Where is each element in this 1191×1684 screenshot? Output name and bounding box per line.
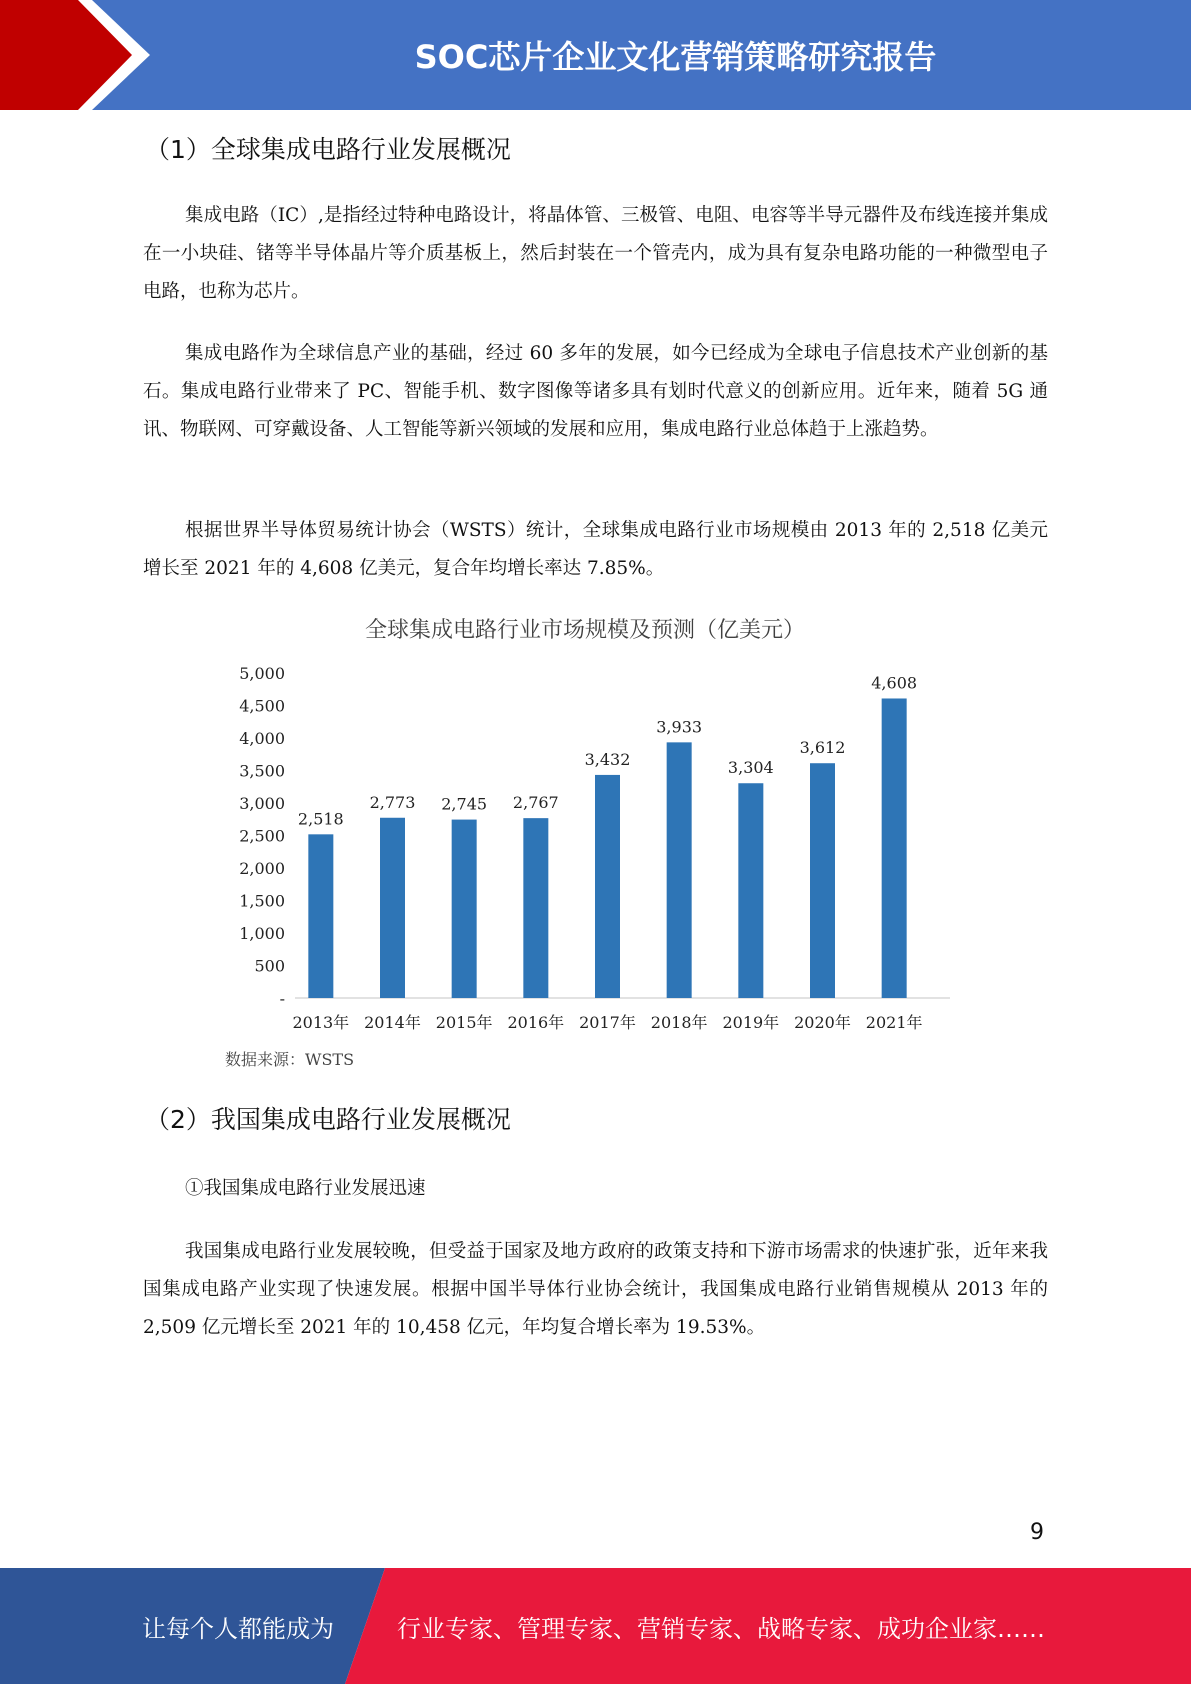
section1-paragraph-2: 集成电路作为全球信息产业的基础，经过 60 多年的发展，如今已经成为全球电子信息技术产业创新的基石。集成电路行业带来了 PC、智能手机、数字图像等诸多具有划时代意义的创新应用。近年来，随着 5G 通讯、物联网、可穿戴设备、人工智能等新兴领域的发展和应用，集成电路行业总体趋于上涨趋势。 (143, 343, 1048, 440)
bar-value-label: 3,432 (584, 749, 631, 769)
y-tick-label: 5,000 (239, 664, 285, 683)
chart-bar (380, 818, 405, 998)
section1-heading: （1）全球集成电路行业发展概况 (145, 135, 511, 164)
y-tick-label: 500 (254, 956, 285, 976)
footer-slogan-right: 行业专家、管理专家、营销专家、战略专家、成功企业家…… (397, 1614, 1045, 1643)
section1-paragraph-3: 根据世界半导体贸易统计协会（WSTS）统计，全球集成电路行业市场规模由 2013 年的 2,518 亿美元增长至 2021 年的 4,608 亿美元，复合年均增长率达 7.85%。 (143, 520, 1048, 579)
x-tick-label: 2018年 (650, 1013, 708, 1032)
y-tick-label: 1,500 (239, 891, 285, 911)
section1-paragraph-1: 集成电路（IC）,是指经过特种电路设计，将晶体管、三极管、电阻、电容等半导元器件及布线连接并集成在一小块硅、锗等半导体晶片等介质基板上，然后封装在一个管壳内，成为具有复杂电路功能的一种微型电子电路，也称为芯片。 (143, 205, 1048, 302)
page-number: 9 (1030, 1520, 1044, 1545)
y-tick-label: 1,000 (239, 924, 285, 943)
market-size-chart-svg (210, 605, 970, 1075)
section2-heading: （2）我国集成电路行业发展概况 (145, 1105, 511, 1134)
x-tick-label: 2014年 (364, 1013, 421, 1032)
footer-slogan-left: 让每个人都能成为 (142, 1614, 334, 1643)
chart-bar (308, 834, 333, 998)
bar-value-label: 3,933 (656, 717, 703, 737)
header-title: SOC芯片企业文化营销策略研究报告 (414, 38, 937, 76)
bar-value-label: 3,304 (727, 758, 774, 778)
x-tick-label: 2019年 (722, 1013, 780, 1032)
market-size-chart (210, 605, 970, 1075)
x-tick-label: 2013年 (292, 1013, 350, 1032)
x-tick-label: 2021年 (865, 1013, 923, 1032)
y-tick-label: 3,500 (239, 761, 285, 781)
header-arrow-icon (0, 0, 150, 110)
x-tick-label: 2016年 (507, 1013, 565, 1032)
y-tick-label: 4,500 (239, 696, 285, 716)
section2-subheading: ①我国集成电路行业发展迅速 (185, 1178, 426, 1199)
chart-bar (452, 820, 477, 998)
bar-value-label: 2,773 (369, 792, 416, 812)
y-tick-label: 2,000 (239, 859, 285, 878)
chart-bar (667, 742, 692, 998)
bar-value-label: 4,608 (871, 673, 918, 693)
chart-title: 全球集成电路行业市场规模及预测（亿美元） (364, 618, 806, 643)
footer-banner (0, 1568, 1191, 1684)
x-tick-label: 2017年 (579, 1013, 636, 1032)
bar-value-label: 3,612 (799, 738, 846, 758)
section2-paragraph: 我国集成电路行业发展较晚，但受益于国家及地方政府的政策支持和下游市场需求的快速扩张，近年来我国集成电路产业实现了快速发展。根据中国半导体行业协会统计，我国集成电路行业销售规模从 2013 年的 2,509 亿元增长至 2021 年的 10,458 亿元，年均复合增长率为 19.53%。 (143, 1241, 1048, 1338)
chart-source: 数据来源：WSTS (225, 1050, 355, 1069)
x-tick-label: 2015年 (435, 1013, 493, 1032)
bar-value-label: 2,767 (512, 793, 559, 813)
y-tick-label: 4,000 (239, 729, 285, 748)
chart-bar (523, 818, 548, 998)
x-tick-label: 2020年 (794, 1013, 851, 1032)
header-banner (0, 0, 1191, 110)
y-tick-label: - (279, 989, 285, 1008)
chart-bar (595, 775, 620, 998)
y-tick-label: 3,000 (239, 794, 285, 813)
chart-bar (810, 763, 835, 998)
chart-bar (882, 698, 907, 998)
bar-value-label: 2,745 (441, 794, 488, 814)
chart-bar (738, 783, 763, 998)
bar-value-label: 2,518 (297, 809, 344, 829)
y-tick-label: 2,500 (239, 826, 285, 846)
